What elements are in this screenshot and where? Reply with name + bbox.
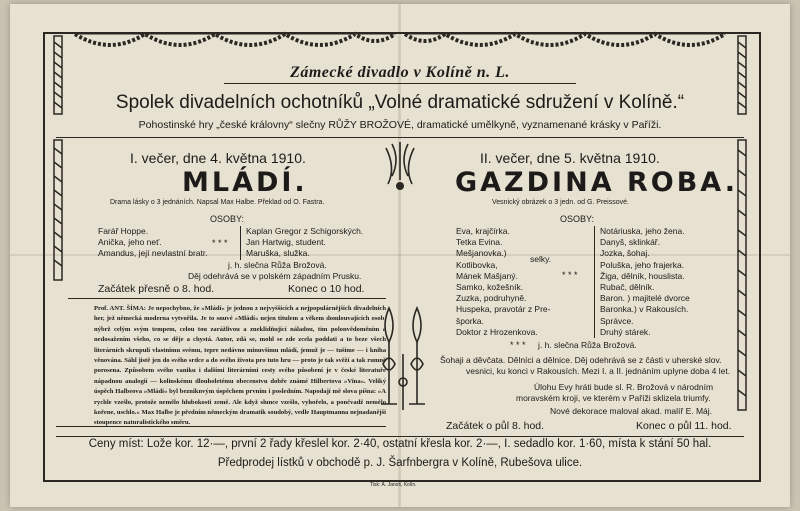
left-star-credit: j. h. slečna Růža Brožová. [228,260,327,270]
cast-entry: Doktor z Hrozenkova. [456,326,538,337]
cast-entry: Mešjanovka.) [456,248,507,259]
cast-entry: Notáriuska, jeho žena. [600,226,685,236]
cast-entry: Kotlibovka, [456,259,498,270]
cast-entry: Poluška, jeho frajerka. [600,259,685,270]
stars-mark: * * * [562,270,578,280]
cast-entry: Eva, krajčírka. [456,226,510,236]
cast-entry: Mánek Mašjaný. [456,270,518,281]
cast-entry: Zuzka, podruhyně. [456,293,527,304]
cast-entry: šporka. [456,315,484,326]
right-play-subtitle: Vesnický obrázek o 3 jedn. od G. Preissové. [492,199,629,206]
cast-entry: Tetka Evina. [456,237,503,248]
cast-entry: Maruška, služka. [246,248,310,259]
right-stars: * * * [510,340,526,350]
ticket-prices: Ceny míst: Lože kor. 12·—, první 2 řady křeslel kor. 2·40, ostatní křesla kor. 2·—, I. sedadlo kor. 1·60, místa k stání 50 hal. [88,438,712,450]
left-play-title: MLÁDÍ. [182,167,308,198]
poster-title: Zámecké divadlo v Kolíně n. L. [290,64,510,81]
cast-entry: Baron. ) majitelé dvorce [600,293,690,304]
left-evening-date: I. večer, dne 4. května 1910. [130,150,306,166]
garland-ornament-left [70,30,400,56]
right-end-time: Konec o půl 11. hod. [636,420,732,432]
center-ornament-vases [375,304,431,414]
title-underline [224,83,576,84]
cast-entry: Huspeka, pravotár z Pre- [456,304,551,315]
cast-entry: Jozka, šohaj. [600,248,650,259]
cast-entry: Rubač, dělník. [600,282,655,293]
left-play-subtitle: Drama lásky o 3 jednáních. Napsal Max Halbe. Překlad od O. Fastra. [110,199,325,206]
left-cast-label: OSOBY: [210,214,245,224]
left-divider [68,298,386,299]
right-cast-group-b [600,226,690,338]
guest-line: Pohostinské hry „české královny“ slečny RŮŽY BROŽOVÉ, dramatické umělkyně, vyznamenané krásky v Paříži. [138,119,662,131]
right-note-5: Nové dekorace maloval akad. malíř E. Máj. [550,406,713,416]
right-note-1: Šohaji a děvčata. Dělníci a dělnice. Děj odehrává se z části v uherské slov. [440,355,722,365]
cast-entry: Baronka.) v Rakousích. [600,304,689,315]
presale-info: Předprodej lístků v obchodě p. J. Šarfnbergra v Kolíně, Rubešova ulice. [217,457,583,469]
cast-entry: Danyš, sklinkář. [600,237,660,248]
right-start-time: Začátek o půl 8. hod. [446,420,545,432]
cast-entry: Druhý stárek. [600,326,651,337]
bottom-divider-left [56,426,386,427]
left-end-time: Konec o 10 hod. [288,283,365,295]
stars-mark: * * * [212,238,228,248]
selky-label: selky. [530,254,552,264]
right-note-2: vesnici, ku konci v Rakousích. Mezi I. a II. jednáním uplyne doba 4 let. [466,366,731,376]
left-cast-group-a [98,226,208,260]
right-cast-group-a [456,226,550,338]
society-heading: Spolek divadelních ochotníků „Volné dramatické sdružení v Kolíně.“ [115,92,685,113]
right-note-4: moravském kroji, ve kterém v Paříži sklizela triumfy. [516,393,711,403]
right-note-3: Úlohu Evy hráti bude sl. R. Brožová v národním [534,382,714,392]
header-divider [56,137,744,138]
printer-credit: Tisk: A. Janoš, Kolín. [370,482,417,488]
side-ornament-mid-left [52,140,64,280]
cast-entry: Jan Hartwig, student. [246,237,326,248]
right-cast-label: OSOBY: [560,214,595,224]
cast-entry: Amandus, její nevlastní bratr. [98,248,208,259]
garland-ornament-right [400,30,730,56]
bottom-divider [56,436,744,437]
cast-entry: Farář Hoppe. [98,226,149,236]
right-evening-date: II. večer, dne 5. května 1910. [480,150,660,166]
cast-entry: Samko, kožešník. [456,282,524,293]
cast-entry: Kaplan Gregor z Schigorských. [246,226,364,236]
cast-bracket [240,226,241,260]
cast-entry: Žiga, dělník, houslista. [600,270,685,281]
center-ornament-top [382,140,418,196]
left-cast-group-b [246,226,363,260]
poster-sheet [10,4,790,507]
left-setting: Děj odehrává se v polském západním Prusku. [188,271,362,281]
cast-entry: Anička, jeho neť. [98,237,162,248]
right-play-title: GAZDINA ROBA. [455,167,738,198]
right-star-credit: j. h. slečna Růža Brožová. [538,340,637,350]
left-start-time: Začátek přesně o 8. hod. [98,283,215,295]
cast-entry: Správce. [600,315,634,326]
cast-bracket [594,226,595,338]
left-essay: Prof. ANT. ŠÍMA: Je nepochybno, že »Mládí« je jednou z nejvyššících a nejpopulárnějších divadelních her, jež německá moderna vytvořila. Je to snuvé »Mládí« nejen titulem a věkem domlouvajících osob, nýbrž celým svým tempem, celou tou zarážlivou a zneklidňující náladou, tím polonvědoměním a nedosažením všeho, co se děje a chystá. Autor, zdá se, mohl se zde zcela poddati a to beze všech literárních skrupulí vlastnímu svému, tepre nedávno minuvšímu mládí, jemuž je — tušíme — i kniha věnována. Sáhl jistě jen do svého srdce a do svého života pro tuto hru — proto je tak svěží a tak rumně porosena. Způsobem svého vaniku i dalšími literárními cesty svého působení je v české literatuře nápadnou analogií — kolinskému dlouholetému obecenstvu dobře známé Hilbertova »Vina«. Veliký úspěch Halbeova »Mládí« byl bezniknvým úspěchem prvním i posledním. Napodají mě slova píšna: »A rychle vzešlo, protože nemělo hlubokosti země. Ale když slunce vzešlo, vyhořelo, a pončvadž nemělo kořene, uschlo.« Max Halbe je předním německým dramatik soudobý, vedle Hauptmanna nejnadanějši stoupence naturalistického směru. [94,305,386,427]
